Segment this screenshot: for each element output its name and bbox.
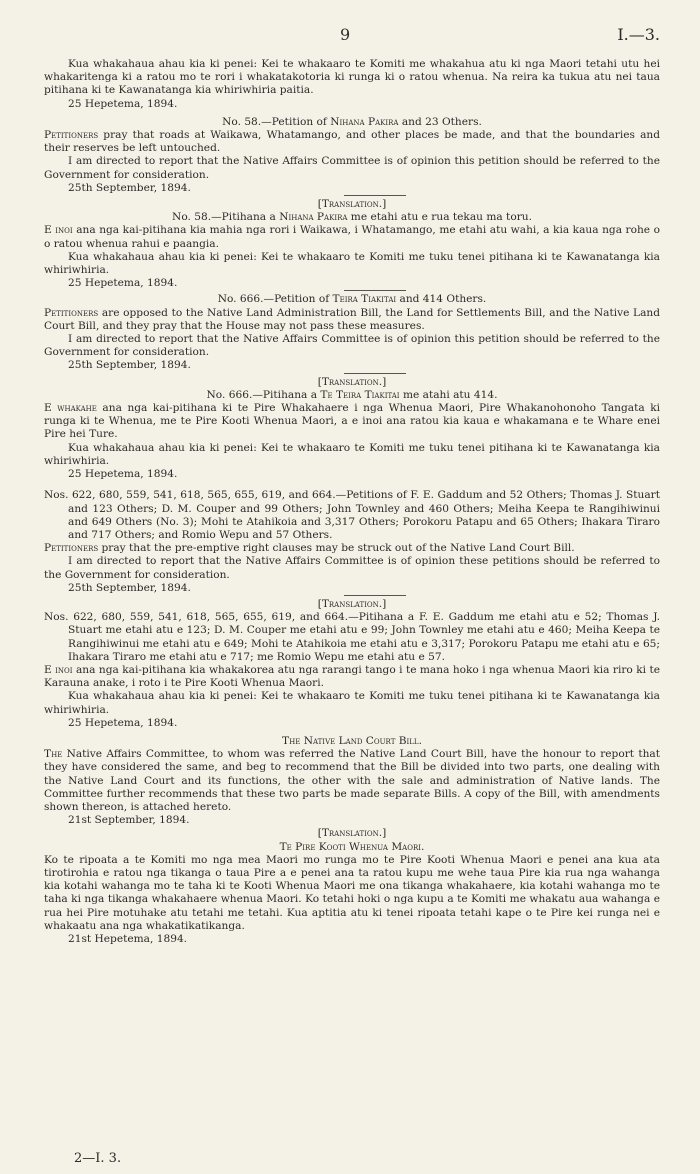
paragraph: The Native Affairs Committee, to whom was referred the Native Land Court Bill, have the honour to report that they have considered the same, and beg to recommend that the Bill be divided into two parts, one dealing with the Native Land Court and its functions, the other with the sale and administration of Native lands. The Committee further recommends that these two parts be made separate Bills. A copy of the Bill, with amendments shown thereon, is attached hereto. [44, 748, 660, 813]
divider [344, 595, 406, 596]
divider [344, 373, 406, 374]
date-line: 21st Hepetema, 1894. [68, 933, 188, 945]
petition-title: No. 666.—Pitihana a Te Teira Tiakitai me atahi atu 414. [206, 388, 498, 401]
translation-heading: [Translation.] [317, 827, 387, 840]
paragraph: E whakahe ana nga kai-pitihana ki te Pire Whakahaere i nga Whenua Maori, Pire Whakanohonoho Tangata ki runga ki te Whenua, me te Pire Kooti Whenua Maori, a e inoi ana ratou kia kaua e whakamana e te Whare enei Pire hei Ture. [44, 402, 661, 441]
page-number: 9 [340, 25, 351, 44]
paragraph: Kua whakahaua ahau kia ki penei: Kei te whakaaro te Komiti me whakahua atu ki nga Maori tetahi utu hei whakaritenga ki a ratou mo te rori i whakatakotoria ki runga ki o ratou whenua. Na reira ka tukua atu nei taua pitihana ki te Kawanatanga kia whiriwhiria paitia. [44, 58, 660, 97]
footer-signature: 2—I. 3. [74, 1151, 122, 1166]
divider [344, 290, 406, 291]
paragraph: Kua whakahaua ahau kia ki penei: Kei te whakaaro te Komiti me tuku tenei pitihana ki te Kawanatanga kia whiriwhiria. [44, 690, 660, 716]
petition-title: No. 58.—Petition of Nihana Pakira and 23 Others. [222, 115, 482, 128]
document-reference: I.—3. [617, 25, 660, 44]
paragraph: Petitioners pray that the pre-emptive right clauses may be struck out of the Native Land Court Bill. [44, 542, 575, 555]
date-line: 25 Hepetema, 1894. [68, 716, 178, 729]
date-line: 21st September, 1894. [68, 814, 190, 827]
paragraph: E inoi ana nga kai-pitihana kia whakakorea atu nga rarangi tango i te mana hoko i nga whenua Maori kia riro ki te Karauna anake, i roto i te Pire Kooti Whenua Maori. [44, 663, 660, 690]
date-line: 25th September, 1894. [68, 581, 191, 594]
date-line: 25th September, 1894. [68, 359, 191, 372]
petition-title: No. 58.—Pitihana a Nihana Pakira me etahi atu e rua tekau ma toru. [172, 211, 532, 224]
paragraph: Petitioners pray that roads at Waikawa, Whatamango, and other places be made, and that the boundaries and their reserves be left untouched. [44, 129, 660, 155]
divider [344, 195, 406, 196]
date-line: 25 Hepetema, 1894. [68, 97, 178, 110]
paragraph: I am directed to report that the Native Affairs Committee is of opinion this petition should be referred to the Government for consideration. [44, 155, 660, 181]
page-header [44, 25, 660, 58]
petition-title: No. 666.—Petition of Teira Tiakitai and 414 Others. [217, 293, 487, 306]
paragraph: I am directed to report that the Native Affairs Committee is of opinion this petition should be referred to the Government for consideration. [44, 333, 660, 359]
translation-heading: [Translation.] [317, 597, 387, 610]
translation-heading: [Translation.] [317, 198, 387, 211]
spacer [44, 481, 660, 489]
paragraph: Kua whakahaua ahau kia ki penei: Kei te whakaaro te Komiti me tuku tenei pitihana ki te Kawanatanga kia whiriwhiria. [44, 441, 660, 467]
bill-title: Te Pire Kooti Whenua Maori. [279, 840, 425, 853]
paragraph: Ko te ripoata a te Komiti mo nga mea Maori mo runga mo te Pire Kooti Whenua Maori e penei ana kua ata tirotirohia e ratou nga tikanga o taua Pire a e penei ana ta ratou kupu me wehe taua Pire kia rua nga wahanga kia kotahi wahanga mo te taha ki te Kooti Whenua Maori me ona tikanga whakahaere, kia kotahi wahanga mo te taha ki nga tikanga whakahaere whenua Maori. Ko tetahi hoki o nga kupu a te Komiti me whakatu aua wahanga e rua hei Pire motuhake atu tetahi me tetahi. Kua aptitia atu ki tenei ripoata tetahi kape o te Pire kei runga nei e whakaatu ana nga whakatikatikanga. [44, 853, 660, 932]
petition-title: Nos. 622, 680, 559, 541, 618, 565, 655, 619, and 664.—Petitions of F. E. Gaddum and 52 Others; Thomas J. Stuart and 123 Others; D. M. Couper and 99 Others; John Townley and 460 Others; Meiha Keepa te Rangihiwinui and 649 Others (No. 3); Mohi te Atahikoia and 3,317 Others; Porokoru Patapu and 65 Others; Ihakara Tiraro and 717 Others; and Romio Wepu and 57 Others. [44, 489, 660, 541]
paragraph: Petitioners are opposed to the Native Land Administration Bill, the Land for Settlements Bill, and the Native Land Court Bill, and they pray that the House may not pass these measures. [44, 306, 660, 332]
date-line: 25 Hepetema, 1894. [68, 468, 178, 481]
date-line: 25 Hepetema, 1894. [68, 277, 178, 290]
paragraph: E inoi ana nga kai-pitihana kia mahia nga rori i Waikawa, i Whatamango, me etahi atu wahi, a kia kaua nga rohe o o ratou whenua rahui e paangia. [44, 224, 660, 250]
date-line: 25th September, 1894. [68, 181, 191, 194]
paragraph: I am directed to report that the Native Affairs Committee is of opinion these petitions should be referred to the Government for consideration. [44, 555, 660, 581]
petition-title: Nos. 622, 680, 559, 541, 618, 565, 655, 619, and 664.—Pitihana a F. E. Gaddum me etahi atu e 52; Thomas J. Stuart me etahi atu e 123; D. M. Couper me etahi atu e 99; John Townley me etahi atu e 460; Meiha Keepa te Rangihiwinui me etahi atu e 649; Mohi te Atahikoia me etahi atu e 3,317; Porokoru Patapu me etahi atu e 65; Ihakara Tiraro me etahi atu e 717; me Romio Wepu me etahi atu e 57. [44, 611, 660, 663]
bill-title: The Native Land Court Bill. [282, 734, 422, 747]
paragraph: Kua whakahaua ahau kia ki penei: Kei te whakaaro te Komiti me tuku tenei pitihana ki te Kawanatanga kia whiriwhiria. [44, 250, 660, 277]
translation-heading: [Translation.] [317, 375, 387, 388]
